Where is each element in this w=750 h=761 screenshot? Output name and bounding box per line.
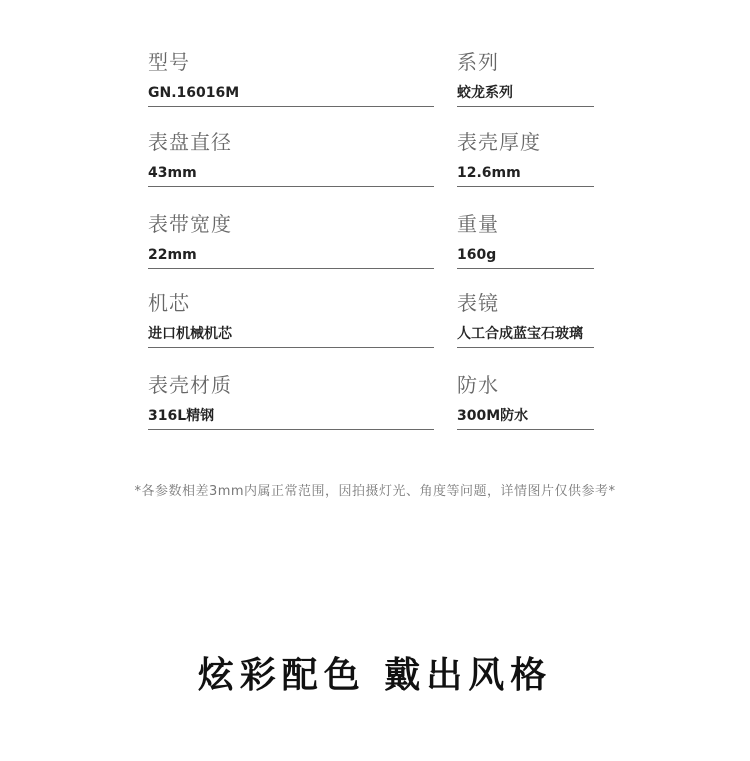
spec-label: 重量 [457,212,499,236]
divider [148,186,434,187]
divider [148,268,434,269]
spec-value: 43mm [148,165,197,181]
spec-label: 防水 [457,373,499,397]
spec-value: 进口机械机芯 [148,326,232,342]
spec-label: 表带宽度 [148,212,232,236]
spec-value: 160g [457,247,497,263]
divider [148,106,434,107]
divider [148,429,434,430]
spec-value: 蛟龙系列 [457,85,513,101]
spec-value: 22mm [148,247,197,263]
spec-value: 316L精钢 [148,408,215,424]
slogan-heading: 炫彩配色 戴出风格 [197,655,553,696]
divider [148,347,434,348]
spec-label: 表壳材质 [148,373,232,397]
spec-label: 表壳厚度 [457,130,541,154]
divider [457,186,594,187]
divider [457,268,594,269]
disclaimer-note: *各参数相差3mm内属正常范围，因拍摄灯光、角度等问题，详情图片仅供参考* [134,484,616,499]
spec-value: 人工合成蓝宝石玻璃 [457,326,583,342]
spec-label: 表镜 [457,291,499,315]
spec-label: 型号 [148,50,190,74]
divider [457,347,594,348]
divider [457,106,594,107]
spec-label: 机芯 [148,291,190,315]
spec-value: 12.6mm [457,165,521,181]
spec-value: GN.16016M [148,85,240,101]
spec-label: 表盘直径 [148,130,232,154]
spec-value: 300M防水 [457,408,529,424]
divider [457,429,594,430]
spec-label: 系列 [457,50,499,74]
